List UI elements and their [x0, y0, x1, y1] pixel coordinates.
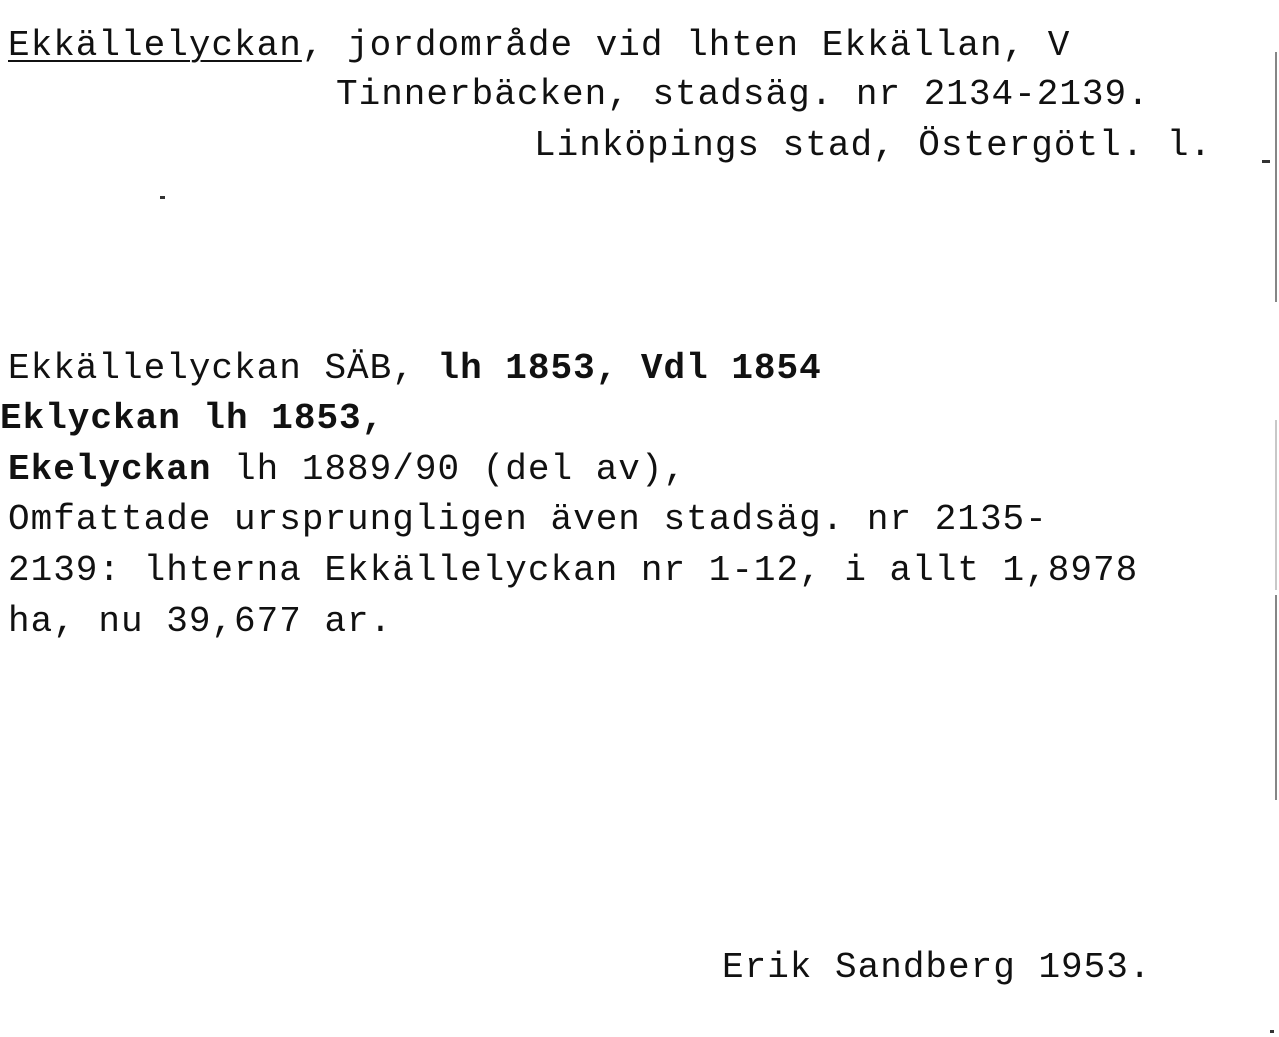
scan-edge-line-top	[1275, 52, 1277, 302]
scan-edge-line-bottom	[1275, 595, 1277, 800]
body-line-1-name: Ekkällelyckan SÄB,	[8, 348, 438, 389]
body-line-2: Eklyckan lh 1853,	[0, 398, 385, 439]
scan-speck	[1262, 160, 1270, 163]
scan-edge-line-middle	[1275, 420, 1277, 590]
heading-line-2: Tinnerbäcken, stadsäg. nr 2134-2139.	[336, 74, 1150, 115]
body-line-1-sources: lh 1853, Vdl 1854	[437, 348, 822, 389]
heading-description: , jordområde vid lhten Ekkällan, V	[301, 25, 1071, 66]
body-line-1	[8, 349, 822, 389]
scan-speck	[1270, 1030, 1274, 1033]
body-line-3-name: Ekelyckan	[8, 449, 212, 490]
heading-line-1	[8, 26, 1070, 66]
headword: Ekkällelyckan	[8, 25, 302, 66]
body-line-3-rest: lh 1889/90 (del av),	[211, 449, 687, 490]
body-line-4: Omfattade ursprungligen även stadsäg. nr 2135-	[8, 499, 1048, 540]
body-line-6: ha, nu 39,677 ar.	[8, 601, 393, 642]
scan-speck	[160, 196, 165, 199]
heading-line-3: Linköpings stad, Östergötl. l.	[534, 125, 1213, 166]
signature: Erik Sandberg 1953.	[722, 947, 1152, 988]
body-line-5: 2139: lhterna Ekkällelyckan nr 1-12, i allt 1,8978	[8, 550, 1139, 591]
body-line-3	[8, 450, 686, 490]
